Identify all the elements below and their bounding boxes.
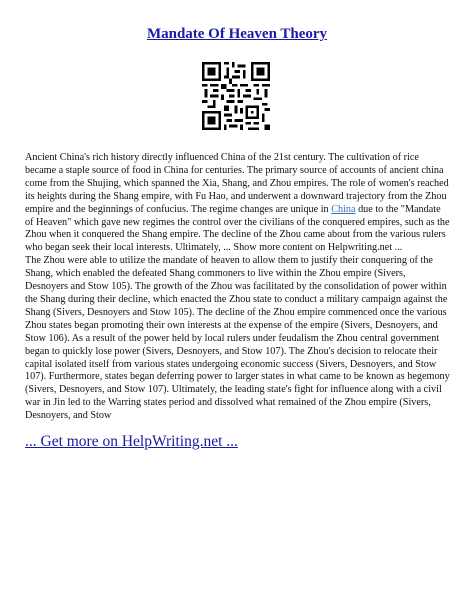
title-link[interactable]: Mandate Of Heaven Theory xyxy=(146,26,328,42)
paragraph-1 xyxy=(25,152,451,255)
more-link-container xyxy=(25,433,238,451)
article-body xyxy=(25,152,451,423)
china-link[interactable]: China xyxy=(331,203,356,215)
qr-code-icon xyxy=(202,62,270,130)
paragraph-2: The Zhou were able to utilize the mandate of heaven to allow them to justify their conquering of the Shang, which enabled the defeated Shang commoners to live within the Zhou empire (Sivers, Desnoyers and Stow 105). The growth of the Zhou was facilitated by the consolidation of power within the Shang during their decline, which enacted the Zhou state to conduct a military campaign against the Shang (Sivers, Desnoyers and Stow 105). The decline of the Zhou empire commenced once the various Zhou states began promoting their own interests at the expense of the empire (Sivers, Desnoyers, and Stow 106). As a result of the power held by local rulers under feudalism the Zhou central government began to quickly lose power (Sivers, Desnoyers, and Stow 107). The Zhou's decision to relocate their capital isolated itself from various states undergoing economic success (Sivers, Desnoyers, and Stow 107). Furthermore, states began deferring power to larger states in what came to be known as hegemony (Sivers, Desnoyers, and Stow 107). Ultimately, the leading state's fight for influence along with a civil war in Jin led to the Warring states period and dissolved what remained of the Zhou empire (Sivers, Desnoyers, and Stow xyxy=(25,255,450,422)
page-title xyxy=(0,26,474,43)
paragraph-1-start: Ancient China's rich history directly influenced China of the 21st century. The cultivation of rice became a staple source of food in China for centuries. The primary source of accounts of ancient china come from the Shujing, which spanned the Xia, Shang, and Zhou empires. The role of women's reached its heights during the Shang empire, with Fu Hao, and underwent a downward trajectory from the Zhou empire and the beginnings of confucius. The regime changes are unique in xyxy=(25,152,449,215)
get-more-link[interactable]: ... Get more on HelpWriting.net ... xyxy=(25,433,238,450)
paragraph-1-end: due to the "Mandate of Heaven" which gave new regimes the control over the civilians of the conquered empires, such as the Zhou when it conquered the Shang empire. The decline of the Zhou came about from the various rulers who began seek their local interests. Ultimately, ... Show more content on Helpwriting.net ... xyxy=(25,203,450,254)
